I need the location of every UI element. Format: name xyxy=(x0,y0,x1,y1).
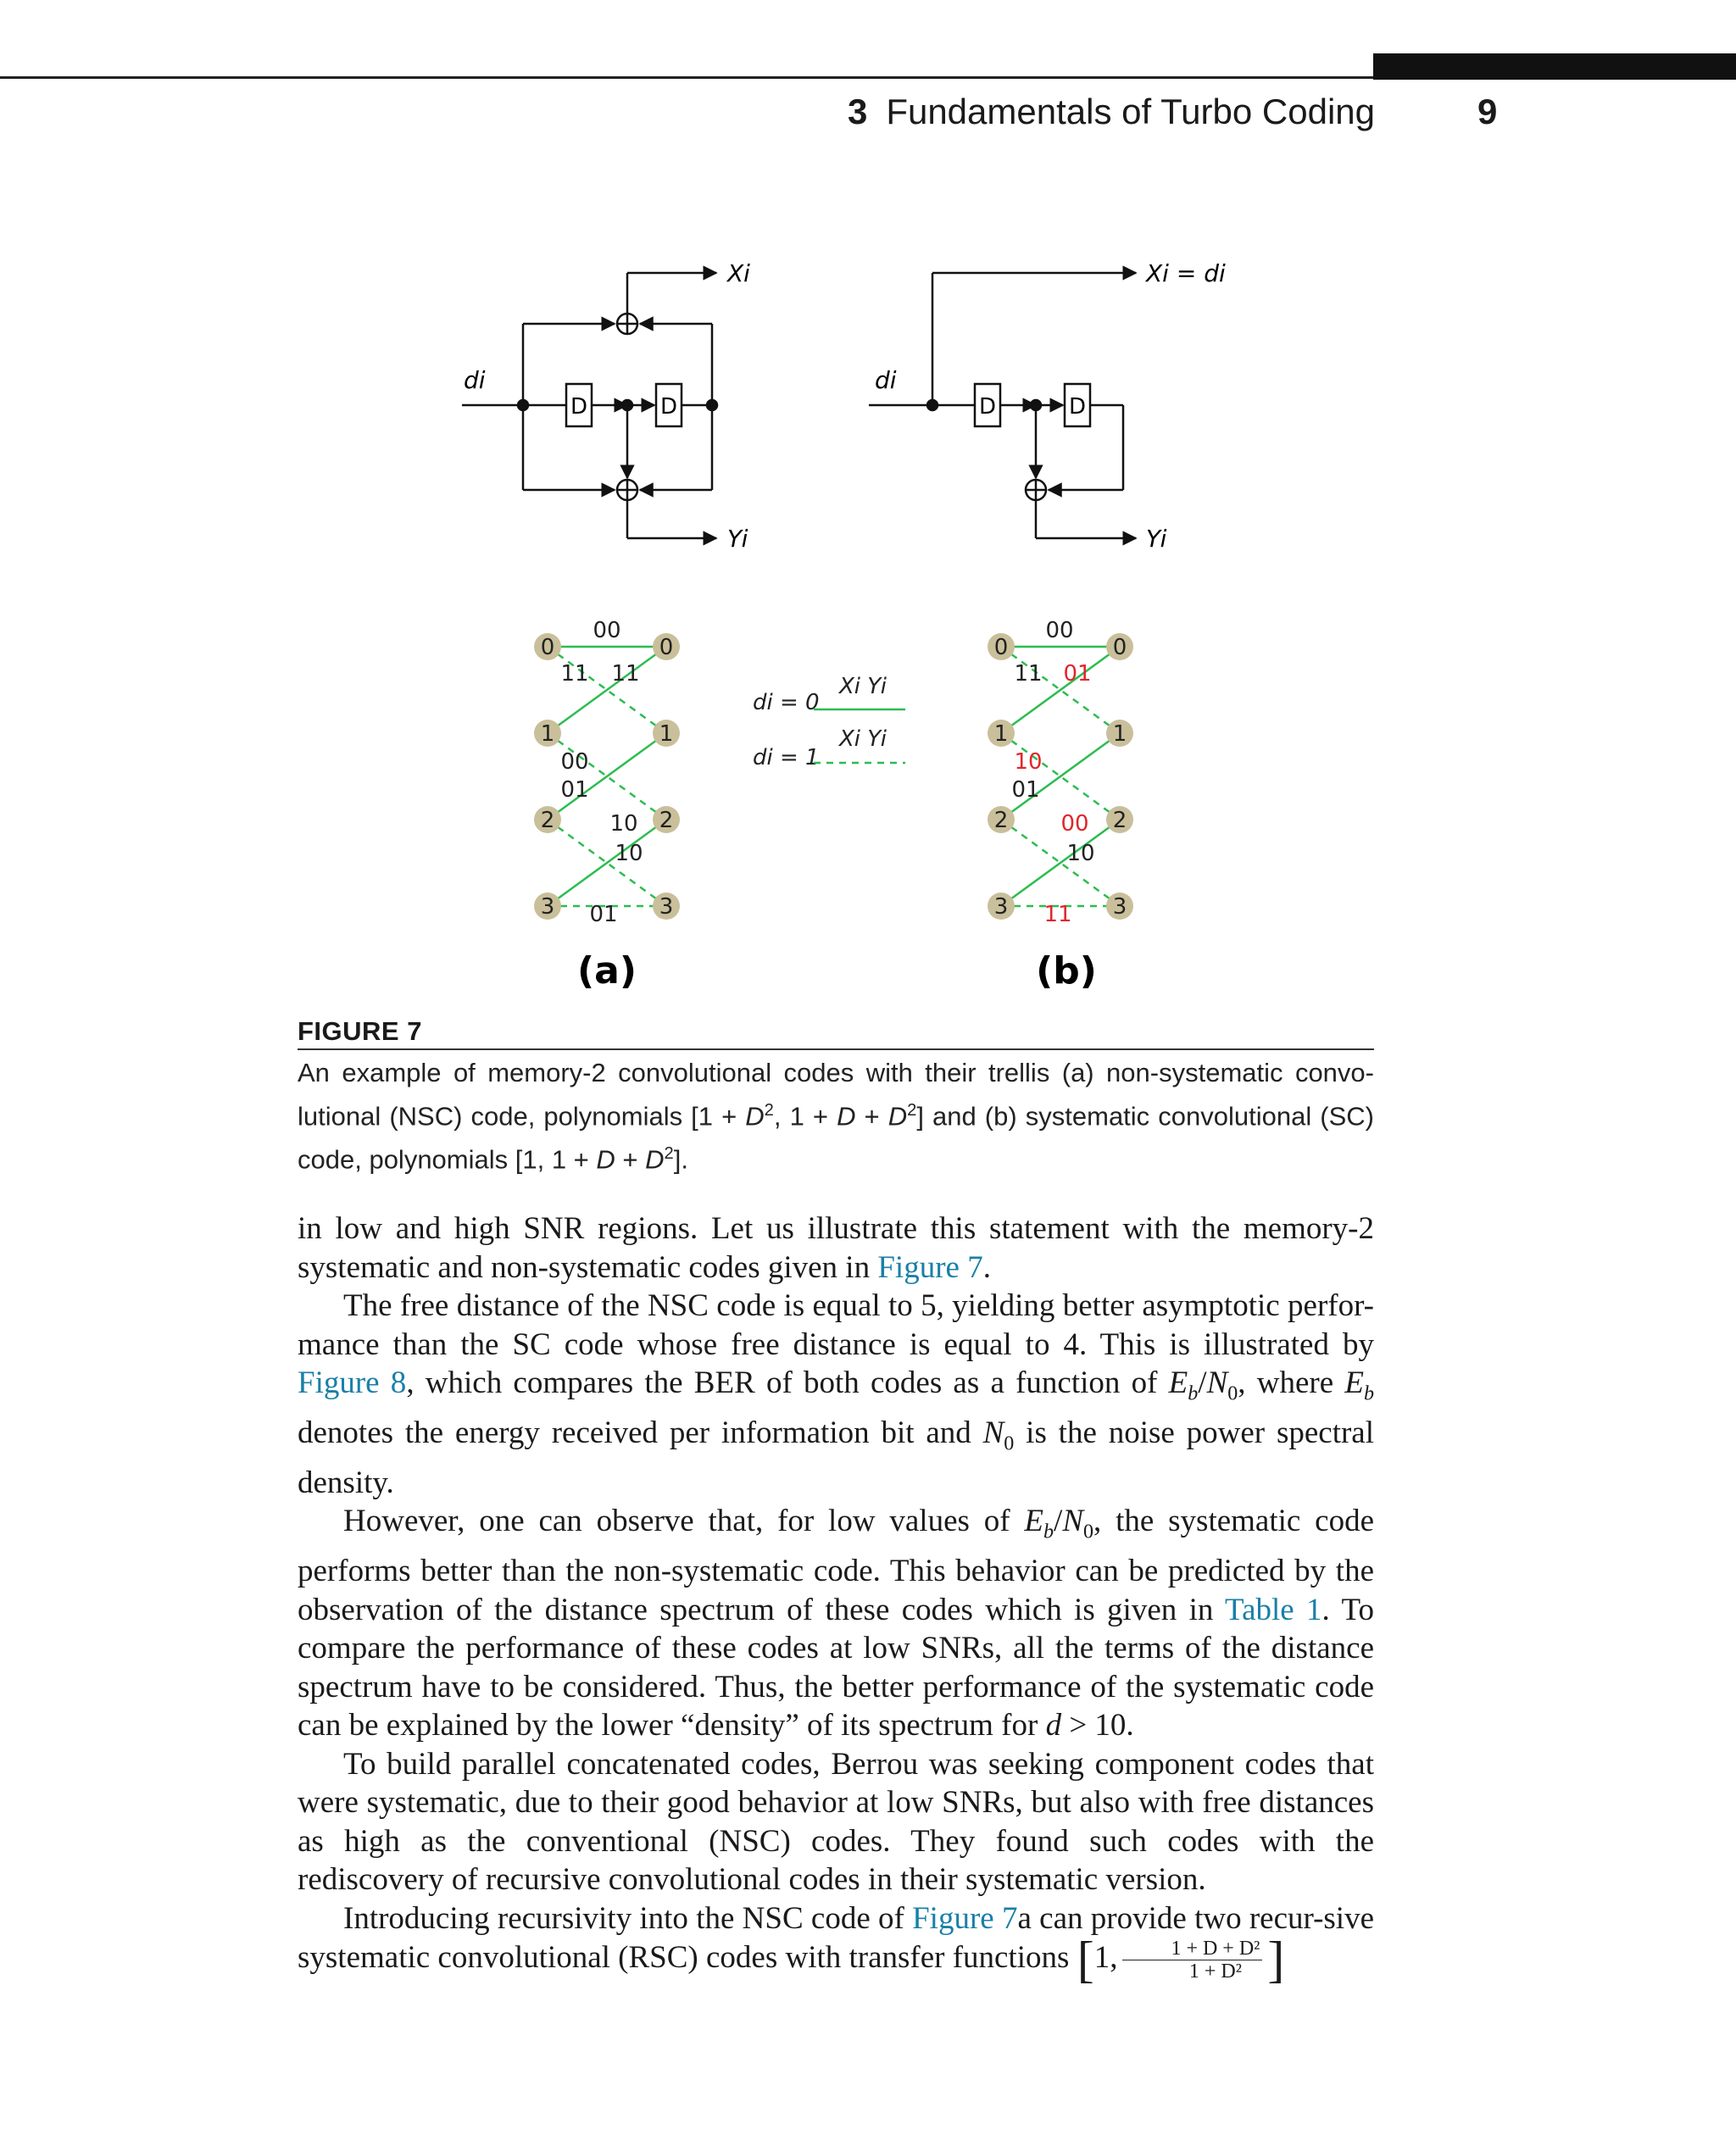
trellis-a-state-right-2: 2 xyxy=(659,808,674,833)
running-head xyxy=(848,92,1375,132)
bracket-open: [ xyxy=(1077,1931,1094,1988)
trellis-a-label-10b: 10 xyxy=(615,841,643,866)
encoder-a-delay-1-label: D xyxy=(570,394,588,420)
chapter-title: Fundamentals of Turbo Coding xyxy=(886,92,1375,131)
encoder-a-input-label: di xyxy=(464,366,486,394)
trellis-a-label-00b: 00 xyxy=(560,749,589,775)
link-figure-8[interactable]: Figure 8 xyxy=(298,1365,407,1400)
encoder-a-delay-2-label: D xyxy=(659,394,678,420)
trellis-a-state-left-1: 1 xyxy=(540,721,555,747)
encoder-a-output-y-label: Yi xyxy=(727,525,748,553)
trellis-b-state-left-1: 1 xyxy=(993,721,1009,747)
panel-b-label: (b) xyxy=(1036,949,1097,993)
encoder-a-output-x-label: Xi xyxy=(727,259,750,287)
link-figure-7[interactable]: Figure 7 xyxy=(877,1249,983,1285)
paragraph-5: Introducing recursivity into the NSC code of Figure 7a can provide two recur-sive systematic convolutional (RSC) codes with transfer functions [1, $\frac{\text{1 + D + D²}}{\text{1 + D²}}$ ] xyxy=(298,1900,1374,1988)
transfer-fraction xyxy=(1122,1938,1262,1983)
encoder-b-delay-2-label: D xyxy=(1068,394,1087,420)
trellis-b-label-11b: 11 xyxy=(1043,902,1072,927)
encoder-b-delay-1-label: D xyxy=(978,394,997,420)
page-number: 9 xyxy=(1477,92,1498,131)
p3-text-c: . To compare the performance of these codes at low SNRs, all the terms of the distance spectrum have to be considered. Thus, the better performance of the systematic code can be explained by the lower “density” of its spectrum for xyxy=(298,1592,1374,1743)
trellis-a-state-left-0: 0 xyxy=(540,635,555,660)
trellis-b-state-left-0: 0 xyxy=(993,635,1009,660)
figure-caption: An example of memory-2 convolutional codes with their trellis (a) non-systematic convo-lutional (NSC) code, polynomials [$1 + D^2$, $1 + D + D^2$] and (b) systematic convolutional (SC) code, polynomials [1, $1 + D + D^2$]. xyxy=(298,1058,1375,1175)
chapter-number: 3 xyxy=(847,92,868,131)
encoder-a xyxy=(462,273,717,538)
p1-text: in low and high SNR regions. Let us illustrate this statement with the memory-2 systematic and non-systematic codes given in xyxy=(298,1211,1374,1285)
trellis-b-label-10b: 10 xyxy=(1066,841,1095,866)
trellis-b-state-right-3: 3 xyxy=(1112,894,1127,920)
link-table-1[interactable]: Table 1 xyxy=(1225,1592,1322,1627)
legend-input-1: di = 1 xyxy=(753,745,820,770)
trellis-a-label-11a: 11 xyxy=(560,661,589,687)
bracket-close: ] xyxy=(1267,1931,1285,1988)
trellis-a-state-right-3: 3 xyxy=(659,894,674,920)
p5-text-a: Introducing recursivity into the NSC code of xyxy=(343,1900,913,1936)
encoder-b-output-x-label: Xi = di xyxy=(1146,259,1226,287)
encoder-b-input-label: di xyxy=(875,366,897,394)
link-figure-7a[interactable]: Figure 7 xyxy=(912,1900,1018,1936)
caption-text-3: ]. xyxy=(673,1144,688,1175)
p2-text-c: , where xyxy=(1238,1365,1345,1400)
paragraph-4: To build parallel concatenated codes, Berrou was seeking component codes that were systematic, due to their good behavior at low SNRs, but also with free distances as high as the conventional (NSC) codes. They found such codes with the rediscovery of recursive convolutional codes in their systematic version. xyxy=(298,1746,1374,1898)
caption-text-2: ] and (b) systematic convolutional (SC) code, polynomials [1, 1 + xyxy=(298,1101,1375,1175)
p2-text-e: is the noise power spectral density. xyxy=(298,1415,1374,1500)
trellis-b-label-01a: 01 xyxy=(1063,661,1092,687)
paragraph-2: The free distance of the NSC code is equal to 5, yielding better asymptotic perfor-mance than the SC code whose free distance is equal to 4. This is illustrated by Figure 8, which compares the BER of both codes as a function of $E_b/N_0$, where $E_b$ denotes the energy received per information bit and $N_0$ is the noise power spectral density. xyxy=(298,1288,1374,1500)
trellis-a-label-01a: 01 xyxy=(560,777,589,803)
p2-text-b: , which compares the BER of both codes as a function of xyxy=(406,1365,1169,1400)
trellis-legend xyxy=(753,674,905,770)
fraction-numerator: 1 + D + D² xyxy=(1122,1938,1262,1960)
caption-text-1: An example of memory-2 convolutional codes with their trellis (a) non-systematic convo-lutional (NSC) code, polynomials [1 + xyxy=(298,1058,1374,1132)
header-rule xyxy=(0,76,1373,79)
legend-output-solid: Xi Yi xyxy=(839,674,887,699)
trellis-b-state-right-1: 1 xyxy=(1112,721,1127,747)
p3-text-a: However, one can observe that, for low values of xyxy=(343,1504,1025,1539)
trellis-a-state-left-2: 2 xyxy=(540,808,555,833)
trellis-a-label-10a: 10 xyxy=(609,811,638,837)
trellis-b-label-10a: 10 xyxy=(1014,749,1043,775)
trellis-a-label-11b: 11 xyxy=(611,661,640,687)
paragraph-1: in low and high SNR regions. Let us illustrate this statement with the memory-2 systematic and non-systematic codes given in Figure 7. xyxy=(298,1211,1374,1285)
p2-text-a: The free distance of the NSC code is equal to 5, yielding better asymptotic perfor-mance than the SC code whose free distance is equal to 4. This is illustrated by xyxy=(298,1288,1374,1362)
trellis-a-state-right-1: 1 xyxy=(659,721,674,747)
trellis-a-label-00: 00 xyxy=(593,618,621,643)
p2-text-d: denotes the energy received per information bit and xyxy=(298,1415,983,1450)
trellis-b-label-00b: 00 xyxy=(1060,811,1089,837)
trellis-a-label-01b: 01 xyxy=(589,902,618,927)
p5-text-b: a can provide two recur-sive systematic convolutional (RSC) codes with transfer functions xyxy=(298,1900,1374,1976)
trellis-b-state-right-0: 0 xyxy=(1112,635,1127,660)
paragraph-3: However, one can observe that, for low values of $E_b/N_0$, the systematic code performs better than the non-systematic code. This behavior can be predicted by the observation of the distance spectrum of these codes which is given in Table 1. To compare the performance of these codes at low SNRs, all the terms of the distance spectrum have to be considered. Thus, the better performance of the systematic code can be explained by the lower “density” of its spectrum for d > 10. xyxy=(298,1504,1374,1743)
legend-output-dashed: Xi Yi xyxy=(839,726,887,752)
trellis-a-state-left-3: 3 xyxy=(540,894,555,920)
trellis-b-state-left-3: 3 xyxy=(993,894,1009,920)
trellis-b-state-right-2: 2 xyxy=(1112,808,1127,833)
p3-text-d: > 10. xyxy=(1061,1708,1134,1743)
legend-input-0: di = 0 xyxy=(753,690,820,715)
figure-7 xyxy=(424,237,1238,1000)
trellis-b-label-01b: 01 xyxy=(1011,777,1040,803)
encoder-b-output-y-label: Yi xyxy=(1146,525,1167,553)
header-tab-bar xyxy=(1373,53,1736,80)
fraction-denominator: 1 + D² xyxy=(1188,1960,1242,1983)
trellis-a-state-right-0: 0 xyxy=(659,635,674,660)
trellis-b-label-11: 11 xyxy=(1014,661,1043,687)
encoder-b xyxy=(869,273,1136,538)
body-text xyxy=(298,1210,1374,1988)
figure-label: FIGURE 7 xyxy=(298,1016,1374,1050)
p3-text-b: , the systematic code performs better than the non-systematic code. This behavior can be predicted by the observation of the distance spectrum of these codes which is given in xyxy=(298,1504,1374,1627)
trellis-b-state-left-2: 2 xyxy=(993,808,1009,833)
trellis-b-label-00: 00 xyxy=(1045,618,1074,643)
panel-a-label: (a) xyxy=(577,949,637,993)
